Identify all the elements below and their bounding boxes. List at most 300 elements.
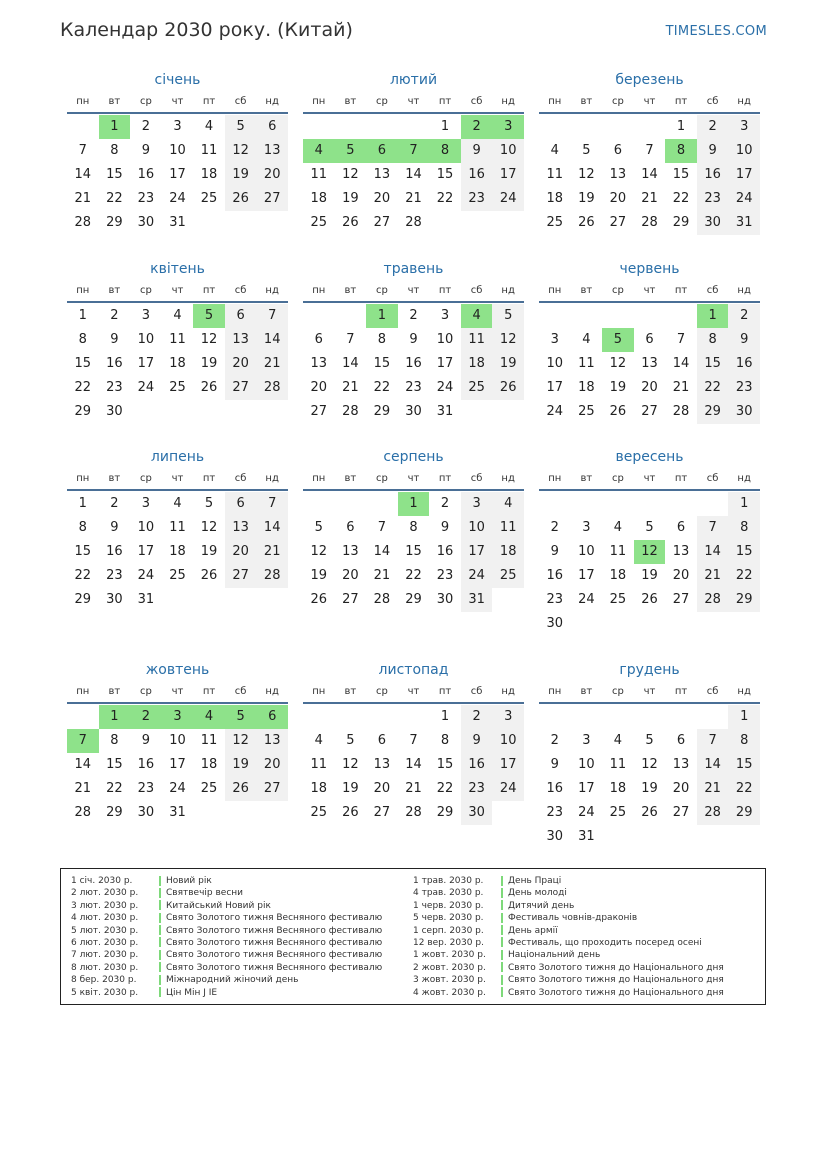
day-cell: 6 [225,304,257,328]
empty-cell [634,304,666,328]
empty-cell [303,492,335,516]
holiday-day-cell: 12 [634,540,666,564]
weekday-label: вт [108,285,121,296]
day-cell: 28 [256,376,288,400]
day-cell: 10 [137,332,155,347]
day-cell: 22 [436,781,454,796]
day-cell: 30 [106,404,123,419]
holiday-day-cell: 4 [461,304,493,328]
day-cell: 14 [641,167,658,182]
empty-cell [697,492,729,516]
holiday-marker [501,900,503,910]
day-cell: 3 [728,115,760,139]
day-cell: 17 [546,380,564,395]
day-grid [539,115,760,235]
holiday-day-cell: 1 [99,705,131,729]
day-cell: 30 [106,592,123,607]
day-cell: 30 [436,592,454,607]
day-cell: 30 [137,805,155,820]
day-cell: 24 [546,404,564,419]
day-cell: 20 [342,568,359,583]
day-cell: 24 [492,777,524,801]
empty-cell [602,304,634,328]
holiday-day-cell: 4 [303,139,335,163]
holiday-date: 5 черв. 2030 р. [413,913,484,924]
day-cell: 13 [225,328,257,352]
day-cell: 21 [256,540,288,564]
weekday-label: пн [312,473,326,484]
day-cell: 10 [578,544,595,559]
holiday-marker [501,937,503,947]
day-cell: 21 [256,352,288,376]
weekday-label: вт [580,686,593,697]
month-name: березень [615,72,684,88]
day-cell: 27 [641,404,658,419]
day-cell: 4 [173,496,182,511]
legend-row [413,900,724,912]
day-cell: 26 [342,215,359,230]
day-cell: 4 [314,733,323,748]
holiday-date: 4 жовт. 2030 р. [413,987,486,998]
day-cell: 17 [169,757,186,772]
weekday-label: чт [643,473,656,484]
weekday-label: нд [501,473,515,484]
day-cell: 28 [672,404,690,419]
day-cell: 16 [546,568,564,583]
weekday-label: чт [171,473,184,484]
legend-row [413,962,724,974]
weekday-label: сб [234,473,247,484]
weekday-label: ср [611,285,624,296]
weekday-label: нд [265,96,279,107]
day-cell: 7 [645,143,654,158]
day-cell: 26 [609,404,627,419]
weekday-header [539,686,760,704]
day-cell: 15 [672,167,690,182]
weekday-label: пт [674,96,688,107]
day-cell: 15 [74,356,92,371]
day-cell: 12 [310,544,328,559]
day-cell: 20 [373,191,391,206]
legend-row [413,925,724,937]
holiday-name: Свято Золотого тижня до Національного дня [508,975,724,986]
weekday-label: сб [706,96,719,107]
day-cell: 30 [546,829,564,844]
day-cell: 29 [672,215,690,230]
weekday-label: чт [643,96,656,107]
holiday-name: День молоді [508,888,567,899]
day-grid [67,304,288,424]
day-cell: 31 [169,215,186,230]
day-cell: 29 [697,400,729,424]
day-cell: 5 [582,143,591,158]
day-cell: 18 [310,781,328,796]
weekday-label: вт [580,285,593,296]
holiday-date: 1 трав. 2030 р. [413,876,484,886]
day-cell: 11 [609,544,627,559]
day-cell: 26 [492,376,524,400]
day-cell: 20 [256,753,288,777]
day-cell: 24 [137,568,155,583]
day-cell: 8 [78,520,87,535]
weekday-label: пн [76,686,90,697]
day-cell: 8 [110,143,119,158]
day-cell: 2 [728,304,760,328]
weekday-label: пн [76,473,90,484]
holiday-name: День армії [508,925,558,936]
weekday-label: сб [706,473,719,484]
day-cell: 14 [672,356,690,371]
empty-cell [665,492,697,516]
weekday-label: пт [438,285,452,296]
day-cell: 12 [200,520,218,535]
day-cell: 3 [550,332,559,347]
holiday-date: 2 жовт. 2030 р. [413,962,486,973]
weekday-label: пт [438,96,452,107]
day-cell: 5 [204,496,214,511]
weekday-label: чт [407,473,420,484]
weekday-label: чт [407,285,420,296]
day-cell: 21 [74,781,92,796]
month-6 [539,261,760,424]
day-cell: 11 [169,332,186,347]
weekday-label: ср [611,96,624,107]
weekday-label: нд [737,96,751,107]
day-cell: 5 [492,304,524,328]
weekday-label: пт [202,96,216,107]
month-name: серпень [383,449,444,465]
day-cell: 12 [200,332,218,347]
holiday-day-cell: 2 [461,115,493,139]
day-cell: 22 [728,564,760,588]
day-cell: 15 [436,167,454,182]
day-cell: 2 [697,115,729,139]
day-cell: 11 [546,167,564,182]
day-cell: 23 [106,568,123,583]
day-cell: 27 [373,215,391,230]
day-cell: 30 [405,404,422,419]
day-cell: 8 [697,328,729,352]
day-cell: 29 [74,404,92,419]
day-cell: 16 [137,757,155,772]
weekday-label: нд [265,473,279,484]
day-cell: 3 [461,492,493,516]
day-cell: 26 [225,187,257,211]
day-cell: 15 [697,352,729,376]
day-cell: 16 [137,167,155,182]
legend-row [71,937,382,949]
day-cell: 23 [461,777,493,801]
day-cell: 13 [641,356,658,371]
day-cell: 15 [405,544,422,559]
day-cell: 21 [405,781,422,796]
day-cell: 22 [672,191,690,206]
day-cell: 27 [256,187,288,211]
day-cell: 11 [169,520,186,535]
holiday-marker [159,888,161,898]
holiday-day-cell: 1 [697,304,729,328]
day-cell: 20 [672,568,690,583]
day-cell: 31 [169,805,186,820]
day-cell: 12 [342,167,359,182]
legend-column-left [71,875,382,999]
day-cell: 9 [697,139,729,163]
day-cell: 23 [546,592,564,607]
weekday-label: нд [501,285,515,296]
day-cell: 2 [409,308,418,323]
holiday-day-cell: 4 [193,705,225,729]
day-cell: 6 [377,733,387,748]
day-cell: 3 [141,308,151,323]
day-cell: 2 [440,496,450,511]
day-cell: 2 [110,496,119,511]
holiday-name: Міжнародний жіночий день [166,975,299,986]
weekday-label: пн [548,473,562,484]
holiday-marker [159,950,161,960]
day-cell: 10 [492,139,524,163]
empty-cell [571,492,603,516]
weekday-label: пн [548,96,562,107]
day-cell: 14 [405,757,422,772]
day-cell: 2 [110,308,119,323]
holiday-name: Національний день [508,950,601,961]
day-cell: 16 [405,356,422,371]
month-3 [539,72,760,235]
weekday-label: чт [407,96,420,107]
day-cell: 22 [728,777,760,801]
day-cell: 19 [641,568,658,583]
day-cell: 29 [436,805,454,820]
day-grid [303,304,524,424]
holiday-date: 1 жовт. 2030 р. [413,950,486,961]
holiday-marker [159,913,161,923]
day-grid [303,705,524,825]
legend-row [71,912,382,924]
day-cell: 30 [137,215,155,230]
day-cell: 6 [225,492,257,516]
holiday-date: 5 квіт. 2030 р. [71,987,139,998]
day-cell: 29 [74,592,92,607]
empty-cell [571,705,603,729]
holiday-marker [159,900,161,910]
day-cell: 1 [728,705,760,729]
empty-cell [366,492,398,516]
month-12 [539,662,760,849]
legend-row [413,875,724,887]
day-cell: 21 [405,191,422,206]
day-cell: 30 [461,801,493,825]
day-cell: 29 [728,588,760,612]
empty-cell [303,304,335,328]
holiday-day-cell: 3 [492,115,524,139]
month-name: січень [154,72,201,88]
day-cell: 15 [373,356,391,371]
day-cell: 18 [609,568,627,583]
day-cell: 19 [641,781,658,796]
weekday-label: сб [706,686,719,697]
day-cell: 17 [578,781,595,796]
day-cell: 11 [609,757,627,772]
day-cell: 9 [728,328,760,352]
day-cell: 14 [256,328,288,352]
empty-cell [335,705,367,729]
weekday-label: вт [580,96,593,107]
day-cell: 11 [310,757,328,772]
day-cell: 20 [225,540,257,564]
weekday-header [67,686,288,704]
empty-cell [602,492,634,516]
weekday-label: сб [234,285,247,296]
day-cell: 11 [200,733,218,748]
day-cell: 15 [106,757,123,772]
day-grid [67,492,288,612]
empty-cell [398,115,430,139]
weekday-label: пт [674,686,688,697]
holiday-name: День Праці [508,876,562,886]
day-grid [539,492,760,636]
day-cell: 7 [256,304,288,328]
day-cell: 29 [405,592,422,607]
day-cell: 2 [141,119,151,134]
day-cell: 8 [110,733,119,748]
day-cell: 14 [74,167,92,182]
empty-cell [571,304,603,328]
day-cell: 21 [672,380,690,395]
weekday-header [303,96,524,114]
holiday-day-cell: 6 [256,705,288,729]
day-cell: 20 [373,781,391,796]
weekday-label: сб [234,96,247,107]
day-cell: 14 [697,540,729,564]
holiday-name: Новий рік [166,876,212,886]
day-cell: 7 [697,516,729,540]
weekday-label: нд [265,686,279,697]
day-cell: 24 [169,781,186,796]
day-cell: 10 [492,729,524,753]
day-cell: 19 [200,544,218,559]
weekday-label: ср [375,285,388,296]
day-cell: 14 [373,544,391,559]
holiday-day-cell: 7 [67,729,99,753]
holiday-day-cell: 1 [366,304,398,328]
day-cell: 25 [609,805,627,820]
day-cell: 31 [137,592,155,607]
day-cell: 27 [342,592,359,607]
day-cell: 26 [200,380,218,395]
holiday-date: 6 лют. 2030 р. [71,937,139,948]
day-cell: 28 [342,404,359,419]
day-cell: 31 [461,588,493,612]
weekday-label: ср [139,96,152,107]
day-cell: 3 [173,119,182,134]
day-cell: 18 [169,544,186,559]
day-cell: 17 [492,163,524,187]
day-cell: 9 [550,757,559,772]
weekday-header [67,473,288,491]
weekday-label: пт [674,285,688,296]
month-name: квітень [150,261,205,277]
day-cell: 16 [106,356,123,371]
holiday-date: 2 лют. 2030 р. [71,888,139,899]
weekday-header [303,686,524,704]
legend-row [71,900,382,912]
holiday-name: Свято Золотого тижня Весняного фестивалю [166,962,383,973]
empty-cell [303,115,335,139]
day-cell: 10 [546,356,564,371]
day-cell: 19 [310,568,328,583]
brand-logo-text[interactable]: TIMESLES.COM [665,24,767,39]
day-cell: 9 [461,729,493,753]
day-cell: 22 [405,568,422,583]
day-cell: 6 [676,520,686,535]
weekday-label: вт [344,686,357,697]
day-cell: 9 [141,733,151,748]
day-cell: 5 [314,520,323,535]
day-cell: 9 [409,332,418,347]
day-grid [539,304,760,424]
day-cell: 10 [137,520,155,535]
day-cell: 13 [609,167,627,182]
day-cell: 19 [342,191,359,206]
day-cell: 26 [342,805,359,820]
day-cell: 22 [373,380,391,395]
day-cell: 9 [110,520,119,535]
day-cell: 1 [78,496,87,511]
month-name: липень [150,449,205,465]
day-cell: 20 [609,191,627,206]
holiday-date: 12 вер. 2030 р. [413,937,484,948]
day-cell: 25 [492,564,524,588]
legend-row [71,987,382,999]
day-cell: 7 [256,492,288,516]
month-7 [67,449,288,612]
holiday-date: 1 січ. 2030 р. [71,876,133,886]
empty-cell [539,304,571,328]
day-cell: 10 [728,139,760,163]
day-cell: 26 [578,215,595,230]
legend-row [71,875,382,887]
weekday-label: ср [611,473,624,484]
holiday-name: Свято Золотого тижня Весняного фестивалю [166,913,383,924]
weekday-label: вт [108,96,121,107]
day-cell: 23 [106,380,123,395]
day-cell: 23 [405,380,422,395]
holiday-marker [159,876,161,886]
day-grid [303,492,524,612]
day-cell: 21 [697,777,729,801]
weekday-label: пт [202,686,216,697]
day-cell: 6 [314,332,323,347]
weekday-header [539,96,760,114]
weekday-label: нд [265,285,279,296]
day-cell: 12 [578,167,595,182]
day-cell: 7 [346,332,355,347]
weekday-label: ср [139,285,152,296]
day-cell: 19 [225,163,257,187]
holiday-marker [501,962,503,972]
holiday-name: Фестиваль, що проходить посеред осені [508,937,702,948]
day-cell: 18 [310,191,328,206]
day-cell: 28 [405,215,422,230]
empty-cell [634,115,666,139]
day-cell: 23 [137,781,155,796]
day-cell: 13 [672,544,690,559]
day-cell: 16 [697,163,729,187]
day-cell: 25 [310,805,328,820]
day-cell: 17 [137,544,155,559]
holiday-day-cell: 8 [665,139,697,163]
month-4 [67,261,288,424]
